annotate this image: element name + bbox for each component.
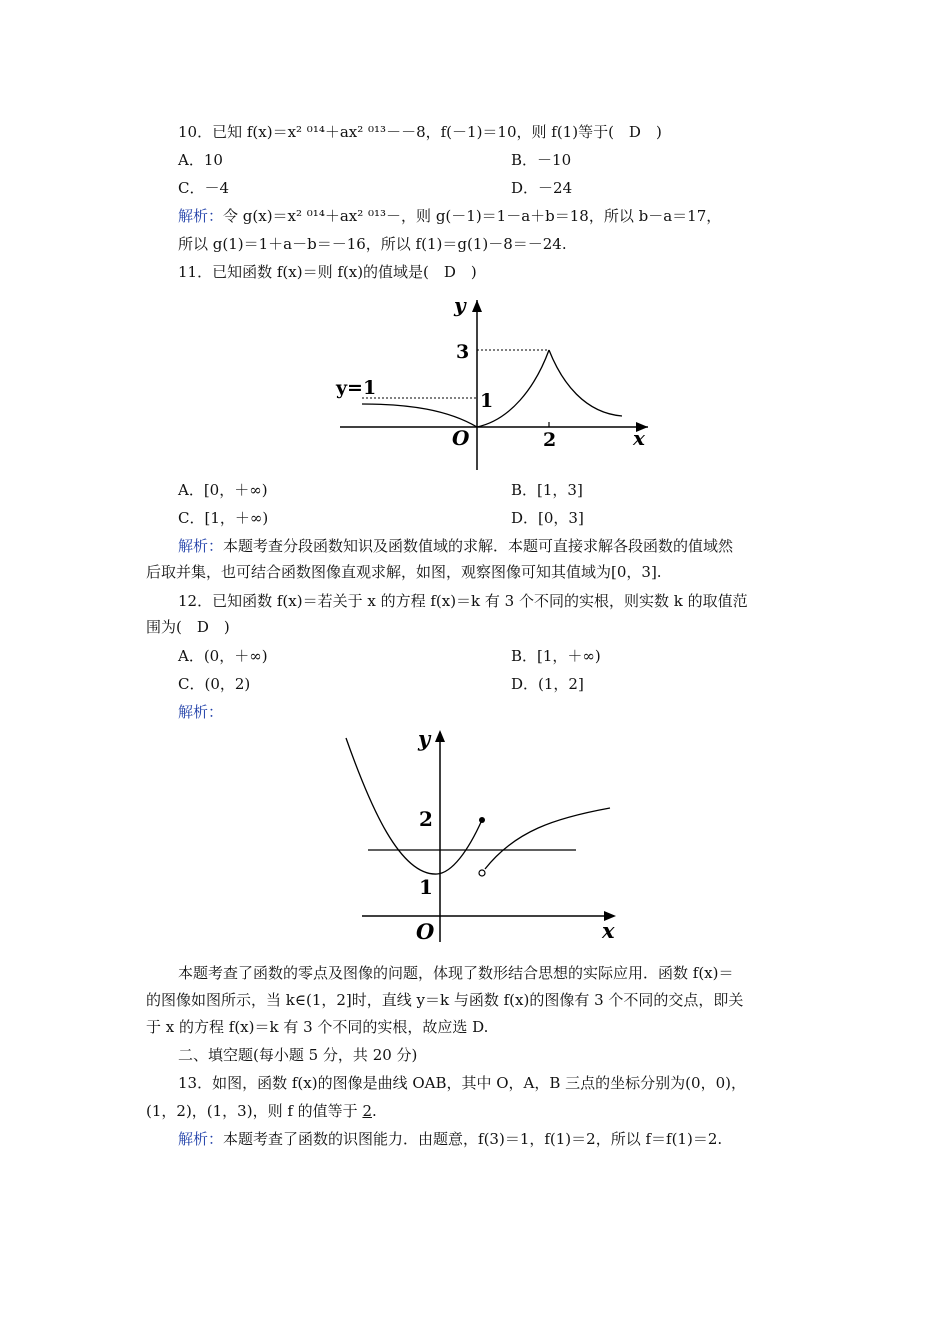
q10-stem: 10．已知 f(x)＝x² ⁰¹⁴＋ax² ⁰¹³－－8，f(－1)＝10，则 f(1)等于( D )	[178, 123, 662, 141]
q11-solution-line-1	[178, 536, 733, 556]
q12-tick-y2-label: 2	[419, 807, 433, 831]
q13-stem-line-2	[146, 1101, 377, 1121]
solution-label: 解析：	[178, 207, 224, 225]
q13-stem-line-1: 13．如图，函数 f(x)的图像是曲线 OAB，其中 O，A，B 三点的坐标分别为(0，0)，	[178, 1074, 746, 1092]
section-2-heading: 二、填空题(每小题 5 分，共 20 分)	[178, 1046, 418, 1064]
q12-solution-line-2: 的图像如图所示，当 k∈(1，2]时，直线 y＝k 与函数 f(x)的图像有 3 个不同的交点，即关	[146, 991, 744, 1009]
q11-tick-y1-label: 1	[480, 390, 494, 412]
q11-solution-line-2: 后取并集，也可结合函数图像直观求解，如图，观察图像可知其值域为[0，3].	[146, 563, 662, 581]
q12-origin-label: O	[416, 919, 435, 944]
q12-curve-right	[485, 808, 610, 869]
q12-option-d: D．(1，2]	[511, 675, 584, 693]
q10-option-a: A．10	[178, 151, 223, 169]
q11-curve-right	[549, 350, 622, 416]
q12-closed-endpoint	[479, 817, 485, 823]
q12-open-endpoint	[479, 870, 485, 876]
q12-option-a: A．(0，＋∞)	[178, 647, 268, 665]
q11-y-arrow	[472, 300, 482, 312]
q11-curve-left	[362, 404, 477, 427]
q12-tick-y1-label: 1	[419, 875, 433, 899]
q13-solution-text-1: 本题考查了函数的识图能力．由题意，f(3)＝1，f(1)＝2，所以 f＝f(1)＝2.	[223, 1130, 723, 1148]
q11-option-b: B．[1，3]	[511, 481, 583, 499]
q10-option-b: B．－10	[511, 151, 572, 169]
q11-graph	[330, 288, 660, 473]
q12-option-b: B．[1，＋∞)	[511, 647, 601, 665]
q10-solution-line-2: 所以 g(1)＝1＋a－b＝－16，所以 f(1)＝g(1)－8＝－24.	[178, 235, 567, 253]
solution-label: 解析：	[178, 537, 224, 555]
q11-option-a: A．[0，＋∞)	[178, 481, 268, 499]
q12-solution-label: 解析：	[178, 703, 224, 721]
q12-stem-line-1: 12．已知函数 f(x)＝若关于 x 的方程 f(x)＝k 有 3 个不同的实根，则实数 k 的取值范	[178, 592, 748, 610]
q11-solution-text-1: 本题考查分段函数知识及函数值域的求解．本题可直接求解各段函数的值域然	[223, 537, 734, 555]
q12-y-arrow	[435, 730, 445, 742]
q12-graph	[340, 726, 630, 946]
q11-tick-y3-label: 3	[456, 341, 470, 363]
q13-solution-line-1	[178, 1129, 722, 1149]
q11-tick-x2-label: 2	[543, 429, 557, 451]
solution-label: 解析：	[178, 1130, 224, 1148]
q12-solution-line-1: 本题考查了函数的零点及图像的问题，体现了数形结合思想的实际应用．函数 f(x)＝	[178, 964, 734, 982]
q11-option-d: D．[0，3]	[511, 509, 584, 527]
q12-solution-line-3: 于 x 的方程 f(x)＝k 有 3 个不同的实根，故应选 D.	[146, 1018, 489, 1036]
q13-stem-text: (1，2)，(1，3)，则 f 的值等于	[146, 1102, 363, 1120]
q10-option-c: C．－4	[178, 179, 230, 197]
q11-origin-label: O	[452, 426, 470, 450]
q11-option-c: C．[1，＋∞)	[178, 509, 269, 527]
q12-y-label: y	[418, 726, 431, 751]
q12-option-c: C．(0，2)	[178, 675, 251, 693]
q13-answer: 2	[362, 1102, 372, 1120]
q12-x-label: x	[602, 918, 615, 943]
q11-asymptote-label: y=1	[336, 377, 377, 399]
q11-y-label: y	[454, 293, 466, 317]
q10-solution-line-1	[178, 206, 721, 226]
q11-curve-middle	[477, 350, 549, 427]
q11-stem: 11．已知函数 f(x)＝则 f(x)的值域是( D )	[178, 263, 477, 281]
q12-stem-line-2: 围为( D )	[146, 618, 230, 636]
q11-x-label: x	[633, 426, 645, 450]
q10-solution-text-1: 令 g(x)＝x² ⁰¹⁴＋ax² ⁰¹³－，则 g(－1)＝1－a＋b＝18，所以 b－a＝17，	[223, 207, 722, 225]
q12-curve-left	[346, 738, 482, 874]
q10-option-d: D．－24	[511, 179, 573, 197]
q13-stem-end: .	[372, 1102, 377, 1120]
